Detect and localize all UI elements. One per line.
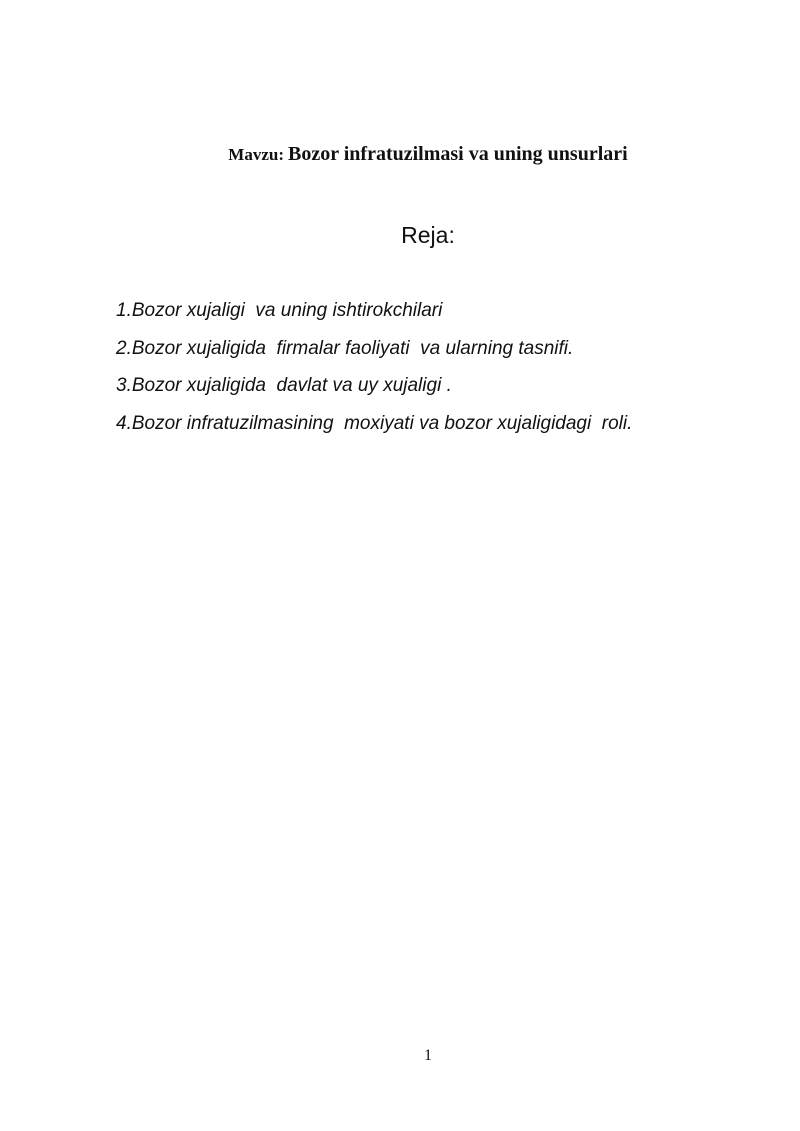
page-number: 1 [424,1047,432,1064]
document-title [0,143,800,166]
plan-heading: Reja: [401,222,455,248]
plan-list [116,297,632,447]
plan-item: 4.Bozor infratuzilmasining moxiyati va bozor xujaligidagi roli. [116,412,633,434]
title-prefix: Mavzu: [228,145,285,164]
plan-item: 1.Bozor xujaligi va uning ishtirokchilari [116,300,443,321]
title-text: Bozor infratuzilmasi va uning unsurlari [288,143,628,165]
plan-item: 3.Bozor xujaligida davlat va uy xujaligi . [116,375,452,396]
plan-item: 2.Bozor xujaligida firmalar faoliyati va ularning tasnifi. [116,337,574,359]
